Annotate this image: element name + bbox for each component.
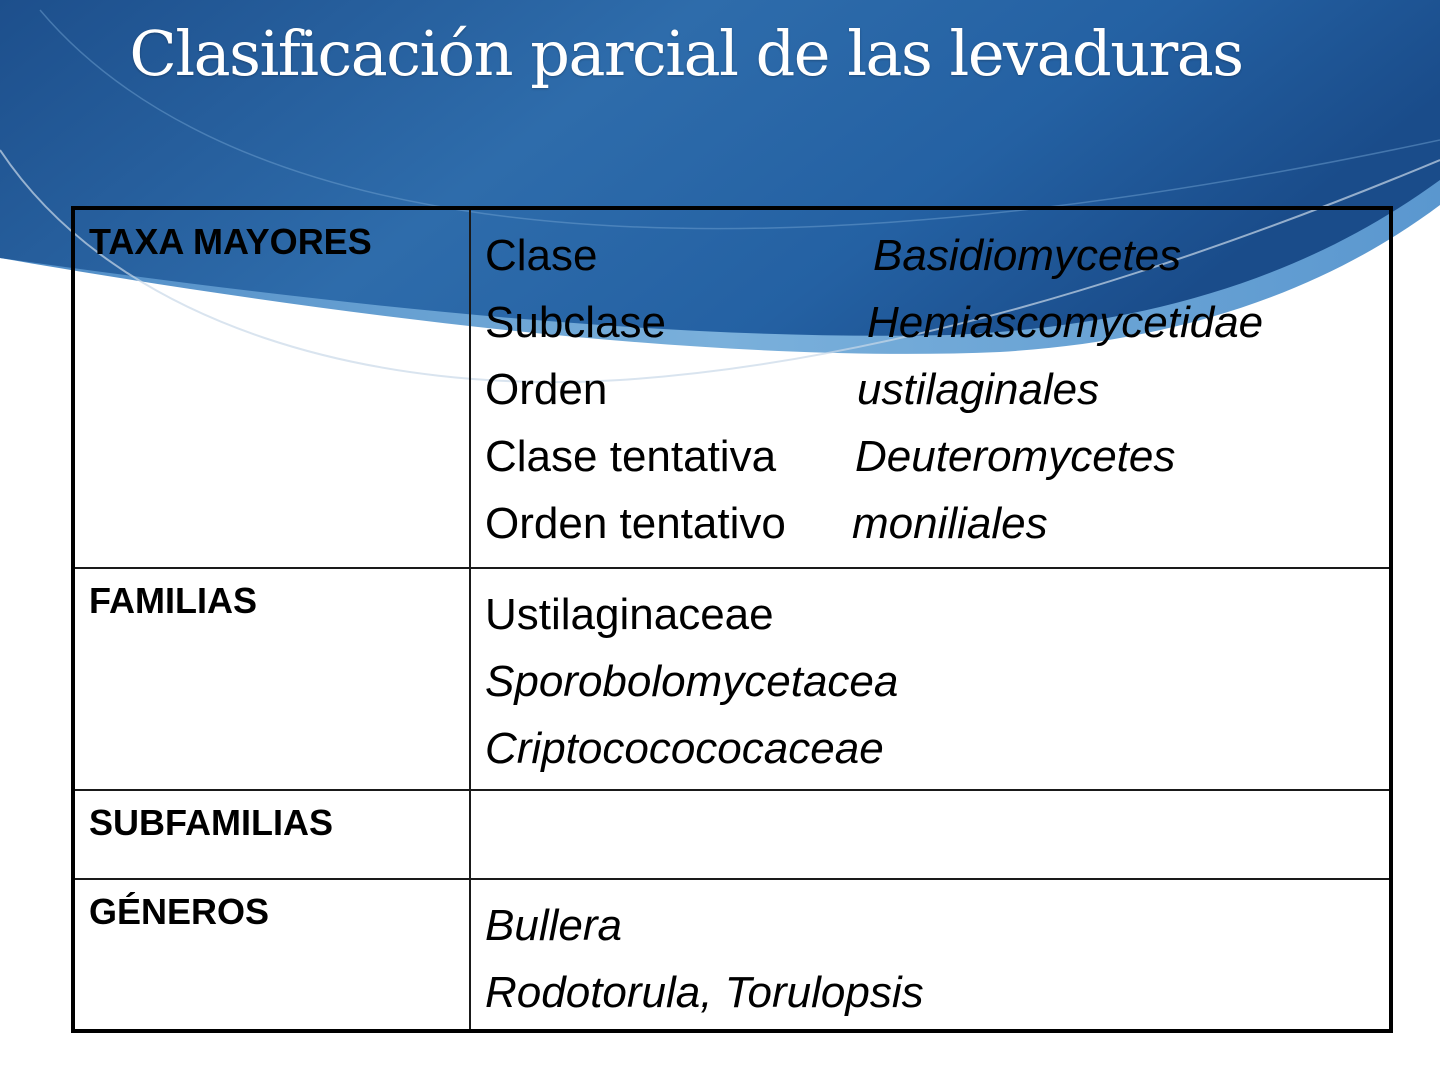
table-row-familias <box>73 568 1391 790</box>
row-label: TAXA MAYORES <box>73 208 470 568</box>
rank-pair-subclase <box>485 289 1375 356</box>
table-row-generos <box>73 879 1391 1031</box>
row-values <box>470 879 1391 1031</box>
table-row-subfamilias <box>73 790 1391 879</box>
rank-name: Orden <box>485 365 608 414</box>
row-label: FAMILIAS <box>73 568 470 790</box>
row-label: GÉNEROS <box>73 879 470 1031</box>
rank-name: Clase <box>485 231 598 280</box>
classification-table <box>71 206 1393 1033</box>
rank-name: Clase tentativa <box>485 432 777 481</box>
rank-pair-orden-tentativo <box>485 490 1375 557</box>
classification-table-container <box>71 206 1393 1033</box>
slide-title: Clasificación parcial de las levaduras <box>129 17 1243 90</box>
rank-pair-orden <box>485 356 1375 423</box>
rank-pair-clase <box>485 222 1375 289</box>
rank-name: Orden tentativo <box>485 499 786 548</box>
taxon-name: Hemiascomycetidae <box>867 298 1264 347</box>
taxon-name: ustilaginales <box>857 365 1100 414</box>
row-values <box>470 568 1391 790</box>
rank-name: Subclase <box>485 298 667 347</box>
row-values <box>470 208 1391 568</box>
table-row-taxa-mayores <box>73 208 1391 568</box>
family-name: Ustilaginaceae <box>485 590 774 639</box>
row-values-empty <box>470 790 1391 879</box>
genus-name: Bullera <box>485 901 622 950</box>
genus-name: Rodotorula, Torulopsis <box>485 968 924 1017</box>
row-label: SUBFAMILIAS <box>73 790 470 879</box>
taxon-name: Basidiomycetes <box>873 231 1182 280</box>
taxon-name: moniliales <box>852 499 1048 548</box>
taxon-name: Deuteromycetes <box>855 432 1176 481</box>
rank-pair-clase-tentativa <box>485 423 1375 490</box>
family-name: Sporobolomycetacea <box>485 657 899 706</box>
family-name: Criptococococaceae <box>485 724 884 773</box>
